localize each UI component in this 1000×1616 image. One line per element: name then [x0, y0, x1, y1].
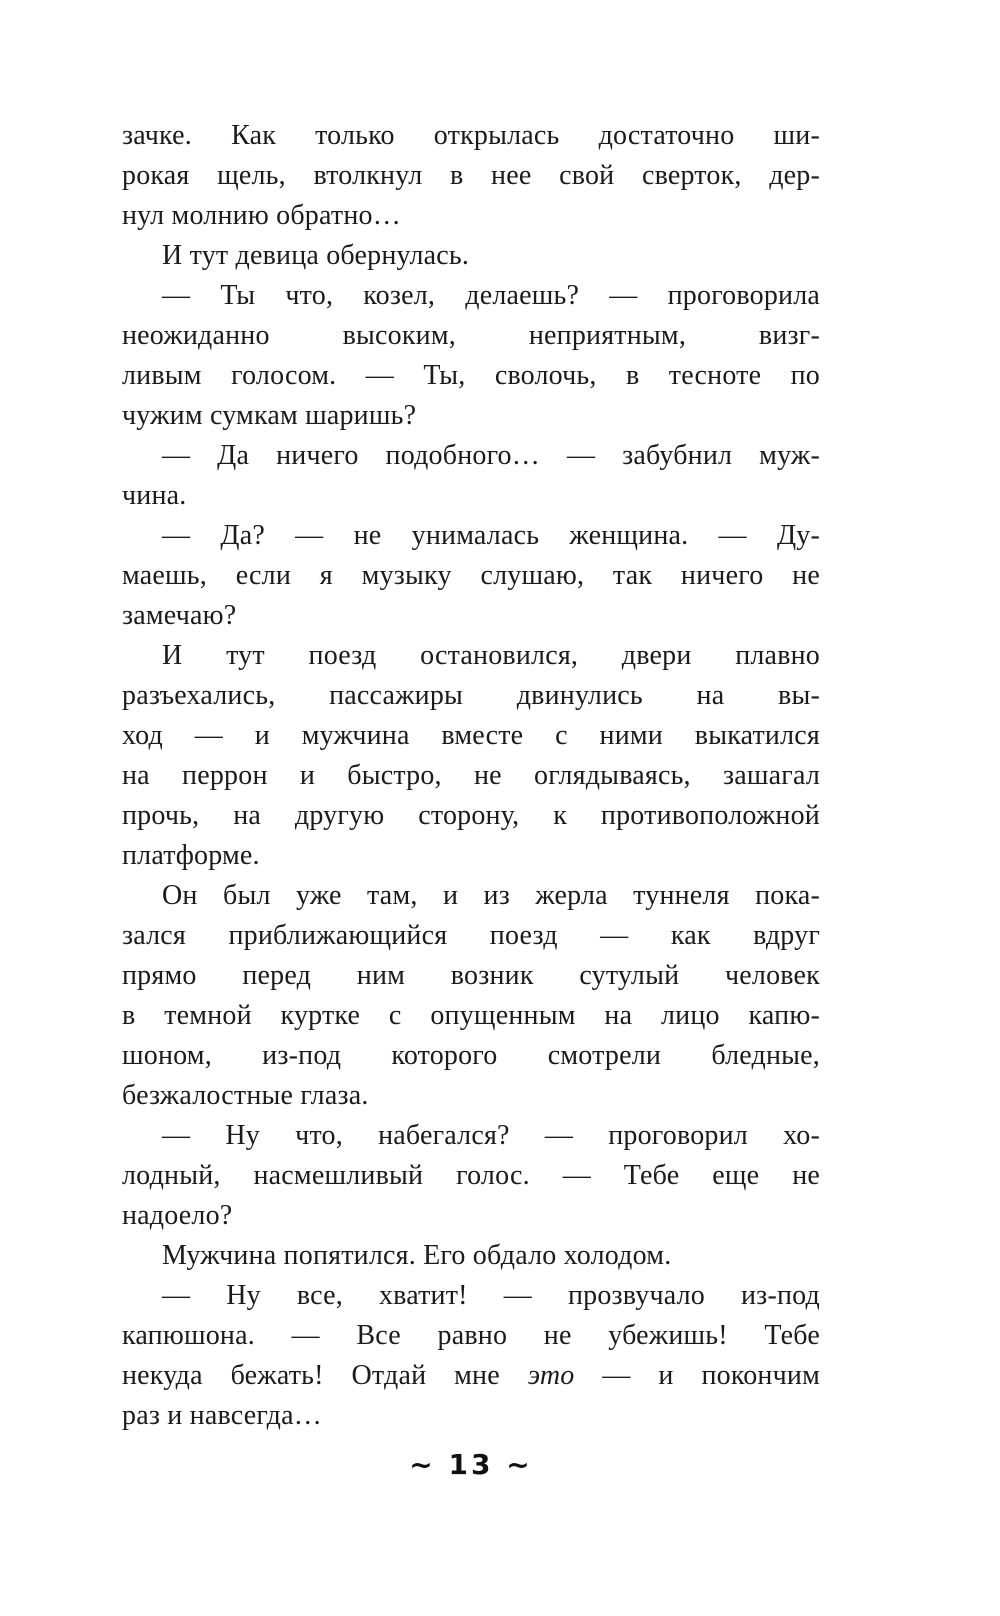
text-segment: чина.	[122, 480, 187, 511]
text-segment: платформе.	[122, 840, 260, 871]
text-line	[122, 396, 820, 436]
text-line	[122, 756, 820, 796]
text-segment: Мужчина попятился. Его обдало холодом.	[162, 1240, 672, 1271]
text-segment: разъехались, пассажиры двинулись на вы-	[122, 680, 820, 711]
text-line	[122, 1036, 820, 1076]
text-line	[122, 1076, 820, 1116]
text-segment: И тут девица обернулась.	[162, 240, 470, 271]
text-segment: — Да? — не унималась женщина. — Ду-	[162, 520, 820, 551]
text-segment: неожиданно высоким, неприятным, визг-	[122, 320, 820, 351]
text-segment: ход — и мужчина вместе с ними выкатился	[122, 720, 820, 751]
text-segment: — Да ничего подобного… — забубнил муж-	[162, 440, 820, 471]
text-line	[122, 796, 820, 836]
text-line	[122, 1276, 820, 1316]
text-segment: Он был уже там, и из жерла туннеля пока-	[162, 880, 820, 911]
text-line	[122, 716, 820, 756]
text-line	[122, 1196, 820, 1236]
text-segment: зался приближающийся поезд — как вдруг	[122, 920, 820, 951]
text-line	[122, 1316, 820, 1356]
text-segment: маешь, если я музыку слушаю, так ничего не	[122, 560, 820, 591]
page-text	[122, 116, 820, 1436]
text-line	[122, 476, 820, 516]
text-line	[122, 356, 820, 396]
text-line	[122, 996, 820, 1036]
text-line	[122, 516, 820, 556]
text-segment: ливым голосом. — Ты, сволочь, в тесноте по	[122, 360, 820, 391]
emphasized-text: это	[527, 1360, 575, 1391]
text-line	[122, 1236, 820, 1276]
text-segment: капюшона. — Все равно не убежишь! Тебе	[122, 1320, 820, 1351]
text-segment: лодный, насмешливый голос. — Тебе еще не	[122, 1160, 820, 1191]
text-line	[122, 676, 820, 716]
text-line	[122, 1116, 820, 1156]
text-segment: раз и навсегда…	[122, 1400, 322, 1431]
text-line	[122, 196, 820, 236]
text-line	[122, 1356, 820, 1396]
text-segment: И тут поезд остановился, двери плавно	[162, 640, 820, 671]
text-line	[122, 876, 820, 916]
text-line	[122, 636, 820, 676]
text-line	[122, 156, 820, 196]
text-line	[122, 596, 820, 636]
text-segment: — Ну что, набегался? — проговорил хо-	[162, 1120, 820, 1151]
text-segment: безжалостные глаза.	[122, 1080, 369, 1111]
text-line	[122, 916, 820, 956]
text-segment: прочь, на другую сторону, к противоположной	[122, 800, 820, 831]
text-line	[122, 836, 820, 876]
text-line	[122, 956, 820, 996]
text-line	[122, 1396, 820, 1436]
text-segment: прямо перед ним возник сутулый человек	[122, 960, 820, 991]
text-line	[122, 1156, 820, 1196]
text-line	[122, 436, 820, 476]
text-segment: чужим сумкам шаришь?	[122, 400, 417, 431]
text-segment: надоело?	[122, 1200, 233, 1231]
text-segment: рокая щель, втолкнул в нее свой сверток, дер-	[122, 160, 820, 191]
text-segment: — и покончим	[574, 1360, 820, 1391]
text-segment: нул молнию обратно…	[122, 200, 401, 231]
text-line	[122, 316, 820, 356]
text-segment: зачке. Как только открылась достаточно ши-	[122, 120, 820, 151]
text-segment: в темной куртке с опущенным на лицо капю-	[122, 1000, 820, 1031]
text-segment: — Ну все, хватит! — прозвучало из-под	[162, 1280, 820, 1311]
text-line	[122, 556, 820, 596]
text-segment: некуда бежать! Отдай мне	[122, 1360, 528, 1391]
text-line	[122, 276, 820, 316]
page-number: ~ 13 ~	[409, 1448, 533, 1481]
text-segment: — Ты что, козел, делаешь? — проговорила	[162, 280, 820, 311]
text-segment: на перрон и быстро, не оглядываясь, зашагал	[122, 760, 820, 791]
text-line	[122, 116, 820, 156]
text-line	[122, 236, 820, 276]
text-segment: шоном, из-под которого смотрели бледные,	[122, 1040, 820, 1071]
text-segment: замечаю?	[122, 600, 237, 631]
